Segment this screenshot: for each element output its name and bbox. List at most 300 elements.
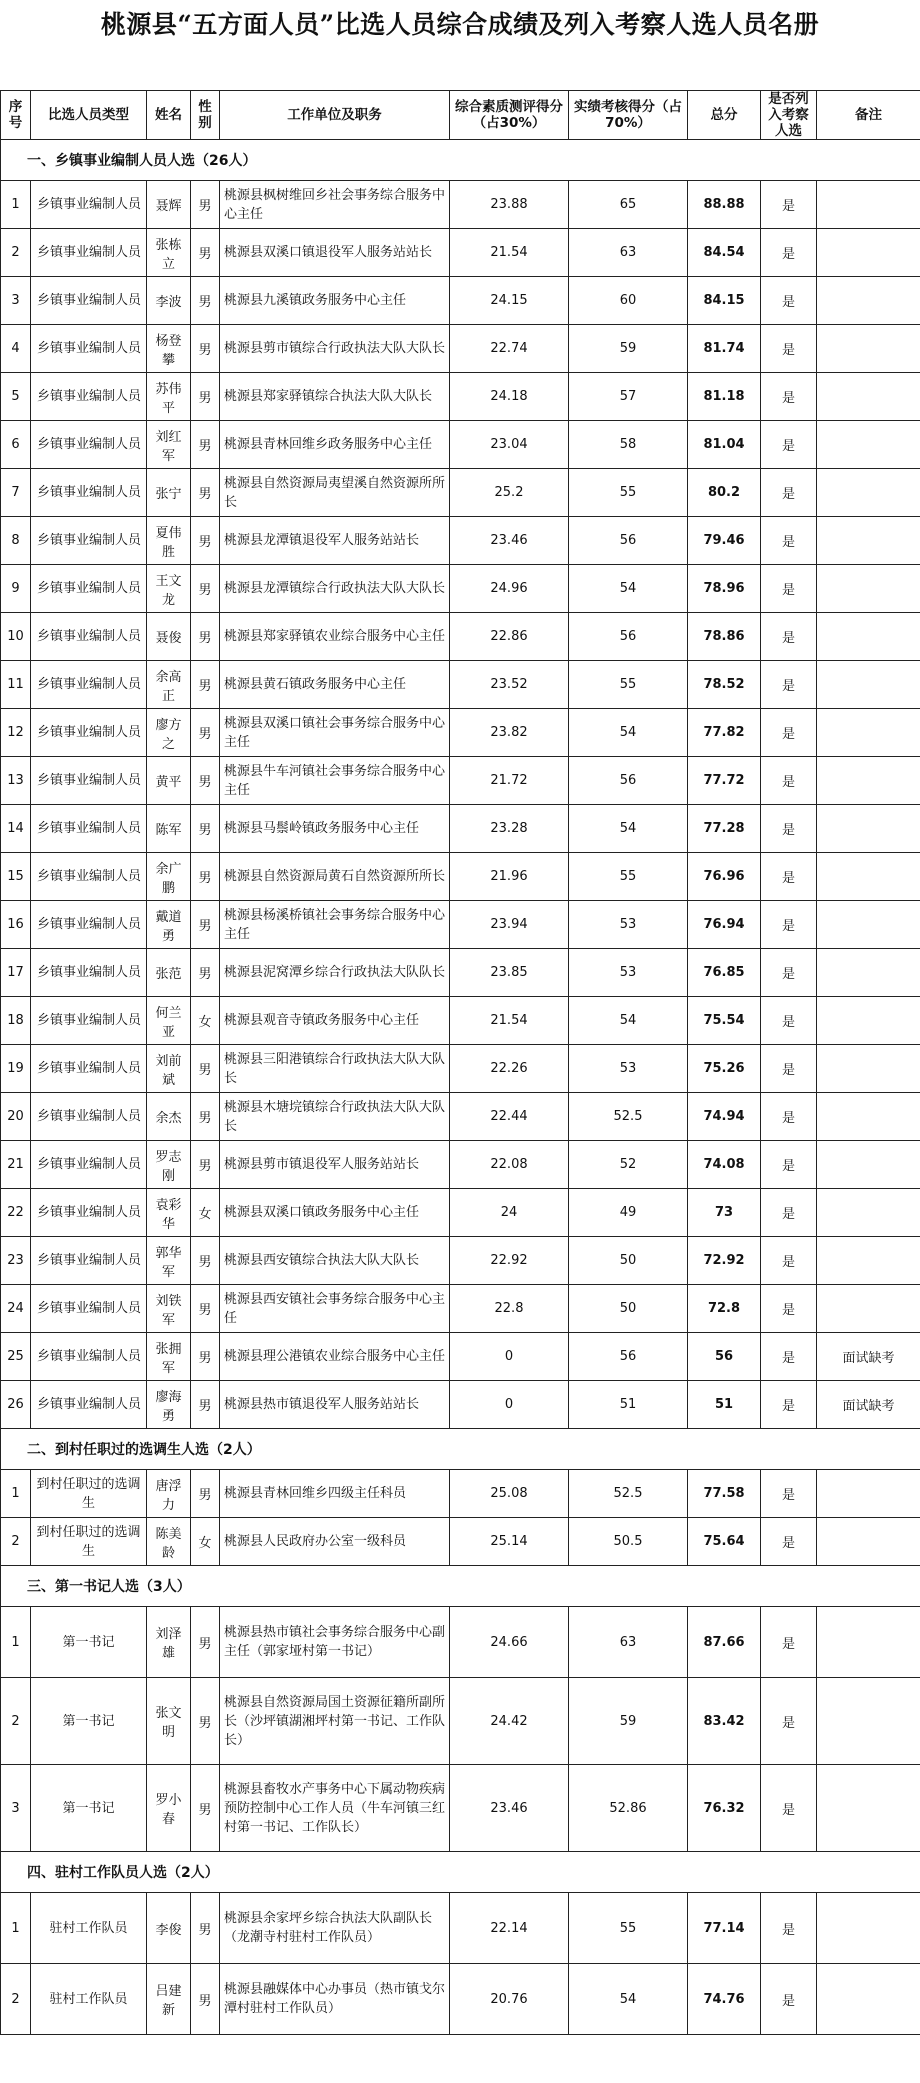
candidate-type-cell: 乡镇事业编制人员 xyxy=(31,613,147,661)
candidate-type-cell: 第一书记 xyxy=(31,1765,147,1852)
gender-cell: 男 xyxy=(191,1765,220,1852)
section-title: 三、第一书记人选（3人） xyxy=(1,1566,920,1607)
remark-cell xyxy=(817,853,920,901)
performance-score-cell: 55 xyxy=(569,469,688,517)
selected-status-cell: 是 xyxy=(761,373,817,421)
candidate-type-cell: 乡镇事业编制人员 xyxy=(31,181,147,229)
selected-status-cell: 是 xyxy=(761,1189,817,1237)
gender-cell: 男 xyxy=(191,1093,220,1141)
quality-score-cell: 22.74 xyxy=(450,325,569,373)
selected-status-cell: 是 xyxy=(761,181,817,229)
name-cell: 余杰 xyxy=(147,1093,191,1141)
selected-status-cell: 是 xyxy=(761,1893,817,1964)
table-row xyxy=(1,853,920,901)
selected-status-cell: 是 xyxy=(761,1964,817,2035)
header-row xyxy=(1,91,920,140)
gender-cell: 男 xyxy=(191,1678,220,1765)
candidate-type-cell: 乡镇事业编制人员 xyxy=(31,517,147,565)
candidate-type-cell: 乡镇事业编制人员 xyxy=(31,421,147,469)
row-number-cell: 2 xyxy=(1,1964,31,2035)
name-cell: 廖海勇 xyxy=(147,1381,191,1429)
header-cell: 工作单位及职务 xyxy=(220,91,450,140)
table-row xyxy=(1,1964,920,2035)
performance-score-cell: 54 xyxy=(569,1964,688,2035)
gender-cell: 男 xyxy=(191,325,220,373)
name-cell: 聂辉 xyxy=(147,181,191,229)
quality-score-cell: 0 xyxy=(450,1333,569,1381)
remark-cell xyxy=(817,1285,920,1333)
name-cell: 刘前斌 xyxy=(147,1045,191,1093)
performance-score-cell: 56 xyxy=(569,1333,688,1381)
table-row xyxy=(1,1518,920,1566)
gender-cell: 男 xyxy=(191,421,220,469)
name-cell: 戴道勇 xyxy=(147,901,191,949)
work-unit-cell: 桃源县郑家驿镇综合执法大队大队长 xyxy=(220,373,450,421)
quality-score-cell: 23.46 xyxy=(450,1765,569,1852)
gender-cell: 男 xyxy=(191,1964,220,2035)
work-unit-cell: 桃源县理公港镇农业综合服务中心主任 xyxy=(220,1333,450,1381)
performance-score-cell: 55 xyxy=(569,1893,688,1964)
quality-score-cell: 23.52 xyxy=(450,661,569,709)
performance-score-cell: 56 xyxy=(569,517,688,565)
candidate-type-cell: 乡镇事业编制人员 xyxy=(31,1333,147,1381)
header-cell: 序号 xyxy=(1,91,31,140)
quality-score-cell: 23.85 xyxy=(450,949,569,997)
total-score-cell: 76.85 xyxy=(688,949,761,997)
remark-cell xyxy=(817,901,920,949)
row-number-cell: 10 xyxy=(1,613,31,661)
selected-status-cell: 是 xyxy=(761,325,817,373)
table-row xyxy=(1,805,920,853)
selected-status-cell: 是 xyxy=(761,565,817,613)
row-number-cell: 3 xyxy=(1,277,31,325)
work-unit-cell: 桃源县马鬃岭镇政务服务中心主任 xyxy=(220,805,450,853)
header-cell: 姓名 xyxy=(147,91,191,140)
name-cell: 张栋立 xyxy=(147,229,191,277)
row-number-cell: 7 xyxy=(1,469,31,517)
selected-status-cell: 是 xyxy=(761,1381,817,1429)
row-number-cell: 18 xyxy=(1,997,31,1045)
candidate-type-cell: 乡镇事业编制人员 xyxy=(31,229,147,277)
quality-score-cell: 23.46 xyxy=(450,517,569,565)
table-row xyxy=(1,277,920,325)
work-unit-cell: 桃源县余家坪乡综合执法大队副队长（龙潮寺村驻村工作队员） xyxy=(220,1893,450,1964)
performance-score-cell: 65 xyxy=(569,181,688,229)
row-number-cell: 1 xyxy=(1,1470,31,1518)
name-cell: 唐浮力 xyxy=(147,1470,191,1518)
quality-score-cell: 24.18 xyxy=(450,373,569,421)
row-number-cell: 17 xyxy=(1,949,31,997)
remark-cell xyxy=(817,229,920,277)
total-score-cell: 76.94 xyxy=(688,901,761,949)
candidate-type-cell: 驻村工作队员 xyxy=(31,1893,147,1964)
quality-score-cell: 25.2 xyxy=(450,469,569,517)
candidate-type-cell: 乡镇事业编制人员 xyxy=(31,1141,147,1189)
gender-cell: 男 xyxy=(191,1607,220,1678)
name-cell: 郭华军 xyxy=(147,1237,191,1285)
candidate-type-cell: 乡镇事业编制人员 xyxy=(31,1189,147,1237)
row-number-cell: 1 xyxy=(1,1893,31,1964)
work-unit-cell: 桃源县双溪口镇退役军人服务站站长 xyxy=(220,229,450,277)
table-row xyxy=(1,1285,920,1333)
total-score-cell: 77.72 xyxy=(688,757,761,805)
row-number-cell: 24 xyxy=(1,1285,31,1333)
row-number-cell: 9 xyxy=(1,565,31,613)
work-unit-cell: 桃源县观音寺镇政务服务中心主任 xyxy=(220,997,450,1045)
quality-score-cell: 22.8 xyxy=(450,1285,569,1333)
remark-cell xyxy=(817,949,920,997)
quality-score-cell: 24 xyxy=(450,1189,569,1237)
table-row xyxy=(1,1381,920,1429)
gender-cell: 男 xyxy=(191,277,220,325)
quality-score-cell: 0 xyxy=(450,1381,569,1429)
work-unit-cell: 桃源县剪市镇综合行政执法大队大队长 xyxy=(220,325,450,373)
work-unit-cell: 桃源县自然资源局夷望溪自然资源所所长 xyxy=(220,469,450,517)
performance-score-cell: 53 xyxy=(569,949,688,997)
remark-cell xyxy=(817,1607,920,1678)
candidate-type-cell: 乡镇事业编制人员 xyxy=(31,565,147,613)
section-title: 二、到村任职过的选调生人选（2人） xyxy=(1,1429,920,1470)
performance-score-cell: 55 xyxy=(569,853,688,901)
row-number-cell: 6 xyxy=(1,421,31,469)
work-unit-cell: 桃源县热市镇社会事务综合服务中心副主任（郭家垭村第一书记） xyxy=(220,1607,450,1678)
candidate-type-cell: 乡镇事业编制人员 xyxy=(31,805,147,853)
remark-cell xyxy=(817,613,920,661)
name-cell: 王文龙 xyxy=(147,565,191,613)
selected-status-cell: 是 xyxy=(761,229,817,277)
gender-cell: 男 xyxy=(191,853,220,901)
performance-score-cell: 52 xyxy=(569,1141,688,1189)
work-unit-cell: 桃源县剪市镇退役军人服务站站长 xyxy=(220,1141,450,1189)
work-unit-cell: 桃源县黄石镇政务服务中心主任 xyxy=(220,661,450,709)
gender-cell: 男 xyxy=(191,1141,220,1189)
performance-score-cell: 57 xyxy=(569,373,688,421)
quality-score-cell: 22.44 xyxy=(450,1093,569,1141)
title-spacer xyxy=(0,50,920,90)
table-row xyxy=(1,997,920,1045)
candidate-type-cell: 乡镇事业编制人员 xyxy=(31,1381,147,1429)
table-row xyxy=(1,421,920,469)
selected-status-cell: 是 xyxy=(761,805,817,853)
row-number-cell: 2 xyxy=(1,1518,31,1566)
performance-score-cell: 59 xyxy=(569,1678,688,1765)
total-score-cell: 78.86 xyxy=(688,613,761,661)
table-row xyxy=(1,757,920,805)
remark-cell xyxy=(817,1141,920,1189)
remark-cell xyxy=(817,421,920,469)
quality-score-cell: 24.96 xyxy=(450,565,569,613)
row-number-cell: 1 xyxy=(1,1607,31,1678)
quality-score-cell: 21.72 xyxy=(450,757,569,805)
performance-score-cell: 49 xyxy=(569,1189,688,1237)
total-score-cell: 80.2 xyxy=(688,469,761,517)
row-number-cell: 8 xyxy=(1,517,31,565)
table-row xyxy=(1,325,920,373)
work-unit-cell: 桃源县枫树维回乡社会事务综合服务中心主任 xyxy=(220,181,450,229)
selected-status-cell: 是 xyxy=(761,661,817,709)
name-cell: 余高正 xyxy=(147,661,191,709)
candidate-type-cell: 驻村工作队员 xyxy=(31,1964,147,2035)
name-cell: 袁彩华 xyxy=(147,1189,191,1237)
selected-status-cell: 是 xyxy=(761,517,817,565)
table-row xyxy=(1,1141,920,1189)
remark-cell xyxy=(817,373,920,421)
candidate-type-cell: 乡镇事业编制人员 xyxy=(31,277,147,325)
performance-score-cell: 60 xyxy=(569,277,688,325)
row-number-cell: 22 xyxy=(1,1189,31,1237)
remark-cell xyxy=(817,709,920,757)
quality-score-cell: 22.08 xyxy=(450,1141,569,1189)
performance-score-cell: 54 xyxy=(569,805,688,853)
header-cell: 比选人员类型 xyxy=(31,91,147,140)
performance-score-cell: 55 xyxy=(569,661,688,709)
section-title: 一、乡镇事业编制人员人选（26人） xyxy=(1,140,920,181)
gender-cell: 男 xyxy=(191,901,220,949)
candidate-type-cell: 乡镇事业编制人员 xyxy=(31,901,147,949)
gender-cell: 女 xyxy=(191,997,220,1045)
name-cell: 李波 xyxy=(147,277,191,325)
gender-cell: 男 xyxy=(191,1285,220,1333)
row-number-cell: 4 xyxy=(1,325,31,373)
remark-cell xyxy=(817,469,920,517)
candidate-type-cell: 第一书记 xyxy=(31,1678,147,1765)
performance-score-cell: 50.5 xyxy=(569,1518,688,1566)
table-row xyxy=(1,1093,920,1141)
selected-status-cell: 是 xyxy=(761,949,817,997)
performance-score-cell: 54 xyxy=(569,997,688,1045)
row-number-cell: 21 xyxy=(1,1141,31,1189)
work-unit-cell: 桃源县自然资源局国土资源征籍所副所长（沙坪镇湖湘坪村第一书记、工作队长） xyxy=(220,1678,450,1765)
performance-score-cell: 53 xyxy=(569,1045,688,1093)
remark-cell xyxy=(817,1045,920,1093)
name-cell: 陈美龄 xyxy=(147,1518,191,1566)
total-score-cell: 78.96 xyxy=(688,565,761,613)
table-row xyxy=(1,565,920,613)
row-number-cell: 1 xyxy=(1,181,31,229)
work-unit-cell: 桃源县三阳港镇综合行政执法大队大队长 xyxy=(220,1045,450,1093)
gender-cell: 男 xyxy=(191,517,220,565)
quality-score-cell: 23.82 xyxy=(450,709,569,757)
performance-score-cell: 54 xyxy=(569,709,688,757)
gender-cell: 男 xyxy=(191,709,220,757)
gender-cell: 男 xyxy=(191,613,220,661)
selected-status-cell: 是 xyxy=(761,1607,817,1678)
row-number-cell: 16 xyxy=(1,901,31,949)
row-number-cell: 26 xyxy=(1,1381,31,1429)
gender-cell: 男 xyxy=(191,181,220,229)
candidate-type-cell: 乡镇事业编制人员 xyxy=(31,469,147,517)
name-cell: 张宁 xyxy=(147,469,191,517)
selected-status-cell: 是 xyxy=(761,1285,817,1333)
section-header-row xyxy=(1,1429,920,1470)
quality-score-cell: 21.96 xyxy=(450,853,569,901)
candidate-type-cell: 乡镇事业编制人员 xyxy=(31,709,147,757)
total-score-cell: 83.42 xyxy=(688,1678,761,1765)
performance-score-cell: 52.86 xyxy=(569,1765,688,1852)
work-unit-cell: 桃源县人民政府办公室一级科员 xyxy=(220,1518,450,1566)
header-cell: 综合素质测评得分（占30%） xyxy=(450,91,569,140)
selected-status-cell: 是 xyxy=(761,757,817,805)
work-unit-cell: 桃源县青林回维乡四级主任科员 xyxy=(220,1470,450,1518)
work-unit-cell: 桃源县杨溪桥镇社会事务综合服务中心主任 xyxy=(220,901,450,949)
table-row xyxy=(1,1237,920,1285)
name-cell: 余广鹏 xyxy=(147,853,191,901)
header-cell: 性别 xyxy=(191,91,220,140)
selected-status-cell: 是 xyxy=(761,469,817,517)
row-number-cell: 13 xyxy=(1,757,31,805)
name-cell: 刘铁军 xyxy=(147,1285,191,1333)
candidate-type-cell: 乡镇事业编制人员 xyxy=(31,949,147,997)
total-score-cell: 84.54 xyxy=(688,229,761,277)
performance-score-cell: 58 xyxy=(569,421,688,469)
gender-cell: 男 xyxy=(191,469,220,517)
table-row xyxy=(1,1765,920,1852)
total-score-cell: 84.15 xyxy=(688,277,761,325)
total-score-cell: 56 xyxy=(688,1333,761,1381)
gender-cell: 男 xyxy=(191,1381,220,1429)
work-unit-cell: 桃源县泥窝潭乡综合行政执法大队队长 xyxy=(220,949,450,997)
total-score-cell: 75.26 xyxy=(688,1045,761,1093)
candidate-type-cell: 乡镇事业编制人员 xyxy=(31,325,147,373)
quality-score-cell: 22.92 xyxy=(450,1237,569,1285)
total-score-cell: 81.18 xyxy=(688,373,761,421)
quality-score-cell: 24.15 xyxy=(450,277,569,325)
gender-cell: 男 xyxy=(191,373,220,421)
table-row xyxy=(1,1470,920,1518)
work-unit-cell: 桃源县西安镇社会事务综合服务中心主任 xyxy=(220,1285,450,1333)
row-number-cell: 25 xyxy=(1,1333,31,1381)
selected-status-cell: 是 xyxy=(761,1678,817,1765)
performance-score-cell: 52.5 xyxy=(569,1470,688,1518)
remark-cell xyxy=(817,565,920,613)
name-cell: 黄平 xyxy=(147,757,191,805)
quality-score-cell: 20.76 xyxy=(450,1964,569,2035)
selected-status-cell: 是 xyxy=(761,1518,817,1566)
quality-score-cell: 25.08 xyxy=(450,1470,569,1518)
selected-status-cell: 是 xyxy=(761,853,817,901)
selected-status-cell: 是 xyxy=(761,1470,817,1518)
row-number-cell: 20 xyxy=(1,1093,31,1141)
work-unit-cell: 桃源县九溪镇政务服务中心主任 xyxy=(220,277,450,325)
total-score-cell: 74.76 xyxy=(688,1964,761,2035)
row-number-cell: 3 xyxy=(1,1765,31,1852)
quality-score-cell: 24.66 xyxy=(450,1607,569,1678)
candidate-type-cell: 乡镇事业编制人员 xyxy=(31,1285,147,1333)
work-unit-cell: 桃源县龙潭镇退役军人服务站站长 xyxy=(220,517,450,565)
quality-score-cell: 22.14 xyxy=(450,1893,569,1964)
row-number-cell: 11 xyxy=(1,661,31,709)
table-row xyxy=(1,1333,920,1381)
section-title: 四、驻村工作队员人选（2人） xyxy=(1,1852,920,1893)
total-score-cell: 77.28 xyxy=(688,805,761,853)
name-cell: 张拥军 xyxy=(147,1333,191,1381)
gender-cell: 男 xyxy=(191,1893,220,1964)
total-score-cell: 77.58 xyxy=(688,1470,761,1518)
name-cell: 廖方之 xyxy=(147,709,191,757)
total-score-cell: 76.96 xyxy=(688,853,761,901)
total-score-cell: 73 xyxy=(688,1189,761,1237)
gender-cell: 男 xyxy=(191,565,220,613)
table-row xyxy=(1,1189,920,1237)
selected-status-cell: 是 xyxy=(761,277,817,325)
performance-score-cell: 59 xyxy=(569,325,688,373)
remark-cell xyxy=(817,1237,920,1285)
name-cell: 罗小春 xyxy=(147,1765,191,1852)
candidate-type-cell: 到村任职过的选调生 xyxy=(31,1518,147,1566)
remark-cell xyxy=(817,181,920,229)
remark-cell: 面试缺考 xyxy=(817,1333,920,1381)
total-score-cell: 87.66 xyxy=(688,1607,761,1678)
remark-cell xyxy=(817,757,920,805)
row-number-cell: 15 xyxy=(1,853,31,901)
name-cell: 杨登攀 xyxy=(147,325,191,373)
remark-cell xyxy=(817,1964,920,2035)
remark-cell xyxy=(817,1093,920,1141)
performance-score-cell: 54 xyxy=(569,565,688,613)
quality-score-cell: 24.42 xyxy=(450,1678,569,1765)
quality-score-cell: 23.28 xyxy=(450,805,569,853)
gender-cell: 男 xyxy=(191,805,220,853)
remark-cell xyxy=(817,805,920,853)
quality-score-cell: 23.04 xyxy=(450,421,569,469)
candidate-type-cell: 到村任职过的选调生 xyxy=(31,1470,147,1518)
name-cell: 陈军 xyxy=(147,805,191,853)
total-score-cell: 79.46 xyxy=(688,517,761,565)
work-unit-cell: 桃源县郑家驿镇农业综合服务中心主任 xyxy=(220,613,450,661)
row-number-cell: 12 xyxy=(1,709,31,757)
remark-cell xyxy=(817,277,920,325)
work-unit-cell: 桃源县木塘垸镇综合行政执法大队大队长 xyxy=(220,1093,450,1141)
section-header-row xyxy=(1,1566,920,1607)
performance-score-cell: 63 xyxy=(569,1607,688,1678)
header-cell: 备注 xyxy=(817,91,920,140)
quality-score-cell: 21.54 xyxy=(450,997,569,1045)
candidate-type-cell: 乡镇事业编制人员 xyxy=(31,997,147,1045)
remark-cell xyxy=(817,1189,920,1237)
section-header-row xyxy=(1,140,920,181)
name-cell: 何兰亚 xyxy=(147,997,191,1045)
remark-cell: 面试缺考 xyxy=(817,1381,920,1429)
selected-status-cell: 是 xyxy=(761,1333,817,1381)
table-row xyxy=(1,1893,920,1964)
row-number-cell: 23 xyxy=(1,1237,31,1285)
candidate-type-cell: 乡镇事业编制人员 xyxy=(31,1093,147,1141)
table-row xyxy=(1,1045,920,1093)
selected-status-cell: 是 xyxy=(761,1765,817,1852)
gender-cell: 男 xyxy=(191,949,220,997)
total-score-cell: 78.52 xyxy=(688,661,761,709)
header-cell: 总分 xyxy=(688,91,761,140)
gender-cell: 男 xyxy=(191,1045,220,1093)
total-score-cell: 76.32 xyxy=(688,1765,761,1852)
selected-status-cell: 是 xyxy=(761,709,817,757)
selected-status-cell: 是 xyxy=(761,901,817,949)
performance-score-cell: 52.5 xyxy=(569,1093,688,1141)
total-score-cell: 75.64 xyxy=(688,1518,761,1566)
table-row xyxy=(1,373,920,421)
table-row xyxy=(1,949,920,997)
performance-score-cell: 50 xyxy=(569,1285,688,1333)
row-number-cell: 2 xyxy=(1,229,31,277)
gender-cell: 男 xyxy=(191,757,220,805)
selected-status-cell: 是 xyxy=(761,1141,817,1189)
work-unit-cell: 桃源县西安镇综合执法大队大队长 xyxy=(220,1237,450,1285)
work-unit-cell: 桃源县青林回维乡政务服务中心主任 xyxy=(220,421,450,469)
performance-score-cell: 51 xyxy=(569,1381,688,1429)
table-row xyxy=(1,661,920,709)
selected-status-cell: 是 xyxy=(761,1237,817,1285)
gender-cell: 女 xyxy=(191,1518,220,1566)
